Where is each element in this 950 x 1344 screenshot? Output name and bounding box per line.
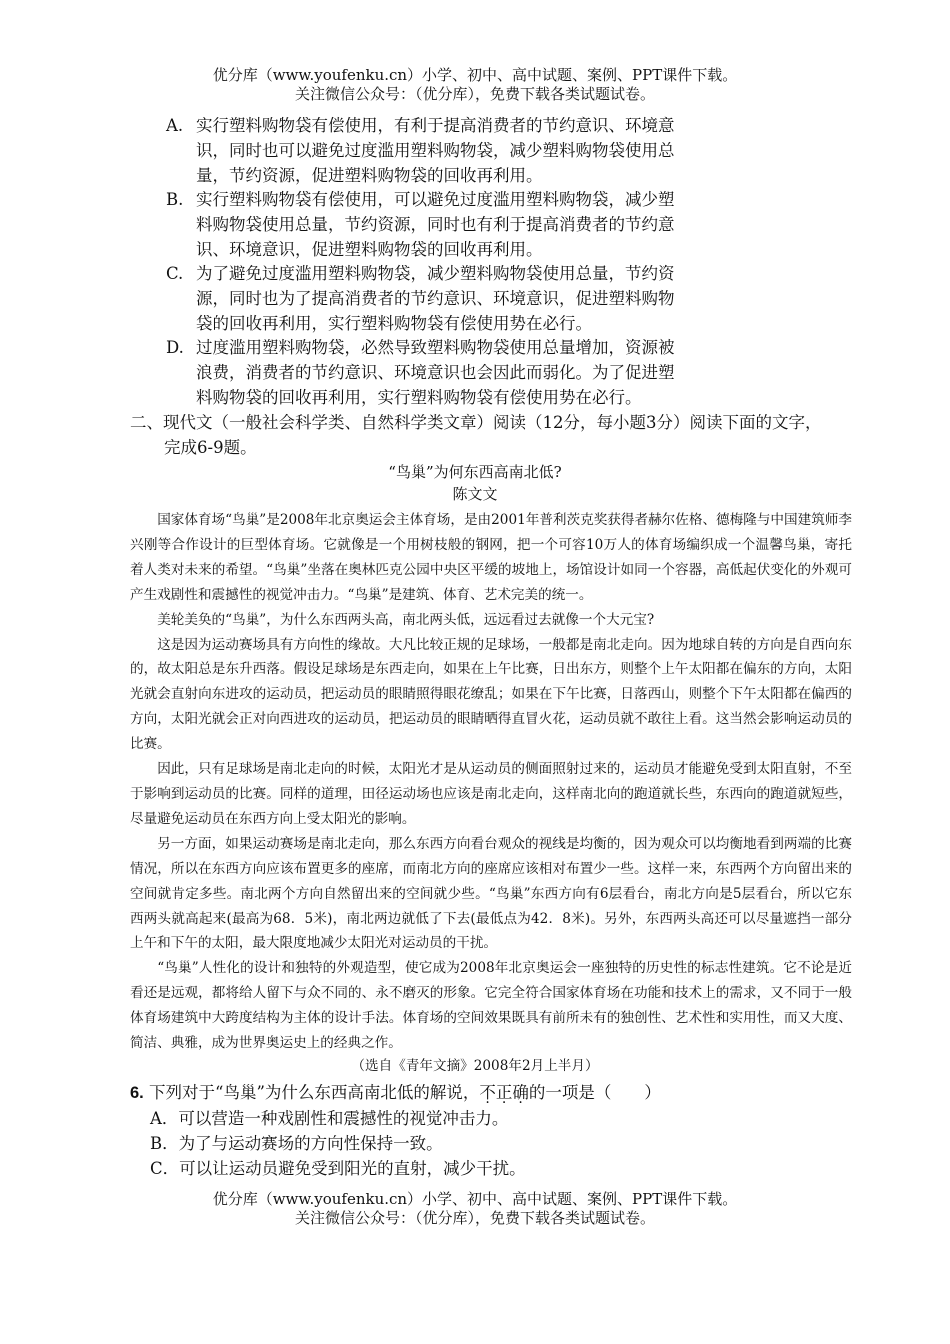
option-a-text: 实行塑料购物袋有偿使用，有利于提高消费者的节约意识、环境意识，同时也可以避免过度滥用塑料购物袋，减少塑料购物袋使用总量，节约资源，促进塑料购物袋的回收再利用。 <box>196 116 675 185</box>
header-line-1: 优分库（www.youfenku.cn）小学、初中、高中试题、案例、PPT课件下载。 <box>212 66 738 84</box>
option-c-label: C. <box>166 264 184 283</box>
option-d-text: 过度滥用塑料购物袋，必然导致塑料购物袋使用总量增加，资源被浪费，消费者的节约意识、环境意识也会因此而弱化。为了促进塑料购物袋的回收再利用，实行塑料购物袋有偿使用势在必行。 <box>196 338 675 407</box>
article-paragraph: “鸟巢”人性化的设计和独特的外观造型，使它成为2008年北京奥运会一座独特的历史性的标志性建筑。它不论是近看还是远观，都将给人留下与众不同的、永不磨灭的形象。它完全符合国家体育场在功能和技术上的需求，又不同于一般体育场建筑中大跨度结构为主体的设计手法。体育场的空间效果既具有前所未有的独创性、艺术性和实用性，而又大度、简洁、典雅，成为世界奥运史上的经典之作。 <box>130 960 852 1052</box>
question-6-option-c: C．可以让运动员避免受到阳光的直射，减少干扰。 <box>150 1159 526 1178</box>
article-body <box>130 508 852 1056</box>
article-source: （选自《青年文摘》2008年2月上半月） <box>351 1058 599 1074</box>
question-number: 6. <box>130 1084 144 1102</box>
emphasis-char: 正 <box>495 1083 513 1102</box>
question-6-stem <box>130 1080 850 1106</box>
option-b-label: B. <box>166 190 184 209</box>
section-2-line-2: 完成6-9题。 <box>164 438 257 457</box>
option-c <box>166 261 686 336</box>
option-a-label: A. <box>166 116 184 135</box>
question-stem-end: 的一项是（ ） <box>528 1083 661 1102</box>
section-2-line-1: 二、现代文（一般社会科学类、自然科学类文章）阅读（12分，每小题3分）阅读下面的文字， <box>130 413 822 432</box>
header-line-2: 关注微信公众号：（优分库），免费下载各类试题试卷。 <box>294 85 655 103</box>
section-2-heading <box>130 410 840 460</box>
footer-line-1: 优分库（www.youfenku.cn）小学、初中、高中试题、案例、PPT课件下载。 <box>212 1190 738 1208</box>
question-stem-part: 下列对于“鸟巢”为什么东西高南北低的解说， <box>149 1083 480 1102</box>
question-6-option-a: A．可以营造一种戏剧性和震撼性的视觉冲击力。 <box>150 1109 509 1128</box>
emphasis-char: 不 <box>479 1083 496 1102</box>
article-title: “鸟巢”为何东西高南北低? <box>388 463 562 481</box>
option-c-text: 为了避免过度滥用塑料购物袋，减少塑料购物袋使用总量，节约资源，同时也为了提高消费者的节约意识、环境意识，促进塑料购物袋的回收再利用，实行塑料购物袋有偿使用势在必行。 <box>196 264 675 333</box>
option-b <box>166 187 686 262</box>
option-a <box>166 113 686 188</box>
article-author: 陈文文 <box>452 485 498 503</box>
question-6-option-b: B．为了与运动赛场的方向性保持一致。 <box>150 1134 443 1153</box>
article-paragraph: 另一方面，如果运动赛场是南北走向，那么东西方向看台观众的视线是均衡的，因为观众可以均衡地看到两端的比赛情况，所以在东西方向应该布置更多的座席，而南北方向的座席应该相对布置少一些。这样一来，东西两个方向留出来的空间就肯定多些。南北两个方向自然留出来的空间就少些。“鸟巢”东西方向有6层看台，南北方向是5层看台，所以它东西两头就高起来(最高为68．5米)，南北两边就低了下去(最低点为42．8米)。另外，东西两头高还可以尽量遮挡一部分上午和下午的太阳，最大限度地减少太阳光对运动员的干扰。 <box>130 835 852 952</box>
option-b-text: 实行塑料购物袋有偿使用，可以避免过度滥用塑料购物袋，减少塑料购物袋使用总量，节约资源，同时也有利于提高消费者的节约意识、环境意识，促进塑料购物袋的回收再利用。 <box>196 190 675 259</box>
article-paragraph: 因此，只有足球场是南北走向的时候，太阳光才是从运动员的侧面照射过来的，运动员才能避免受到太阳直射，不至于影响到运动员的比赛。同样的道理，田径运动场也应该是南北走向，这样南北向的跑道就长些，东西向的跑道就短些，尽量避免运动员在东西方向上受太阳光的影响。 <box>130 761 852 827</box>
footer-line-2: 关注微信公众号：（优分库），免费下载各类试题试卷。 <box>294 1209 655 1227</box>
article-paragraph: 这是因为运动赛场具有方向性的缘故。大凡比较正规的足球场，一般都是南北走向。因为地球自转的方向是自西向东的，故太阳总是东升西落。假设足球场是东西走向，如果在上午比赛，日出东方，则整个上午太阳都在偏东的方向，太阳光就会直射向东进攻的运动员，把运动员的眼睛照得眼花缭乱；如果在下午比赛，日落西山，则整个下午太阳都在偏西的方向，太阳光就会正对向西进攻的运动员，把运动员的眼睛晒得直冒火花，运动员就不敢往上看。这当然会影响运动员的比赛。 <box>130 636 852 753</box>
article-paragraph: 国家体育场“鸟巢”是2008年北京奥运会主体育场，是由2001年普利茨克奖获得者赫尔佐格、德梅隆与中国建筑师李兴刚等合作设计的巨型体育场。它就像是一个用树枝般的钢网，把一个可容10万人的体育场编织成一个温馨鸟巢，寄托着人类对未来的希望。“鸟巢”坐落在奥林匹克公园中央区平缓的坡地上，场馆设计如同一个容器，高低起伏变化的外观可产生戏剧性和震撼性的视觉冲击力。“鸟巢”是建筑、体育、艺术完美的统一。 <box>130 512 852 603</box>
emphasis-char: 确 <box>512 1083 529 1102</box>
option-d-label: D. <box>166 338 184 357</box>
article-paragraph: 美轮美奂的“鸟巢”，为什么东西两头高，南北两头低，远远看过去就像一个大元宝? <box>157 611 655 628</box>
option-d <box>166 335 686 410</box>
